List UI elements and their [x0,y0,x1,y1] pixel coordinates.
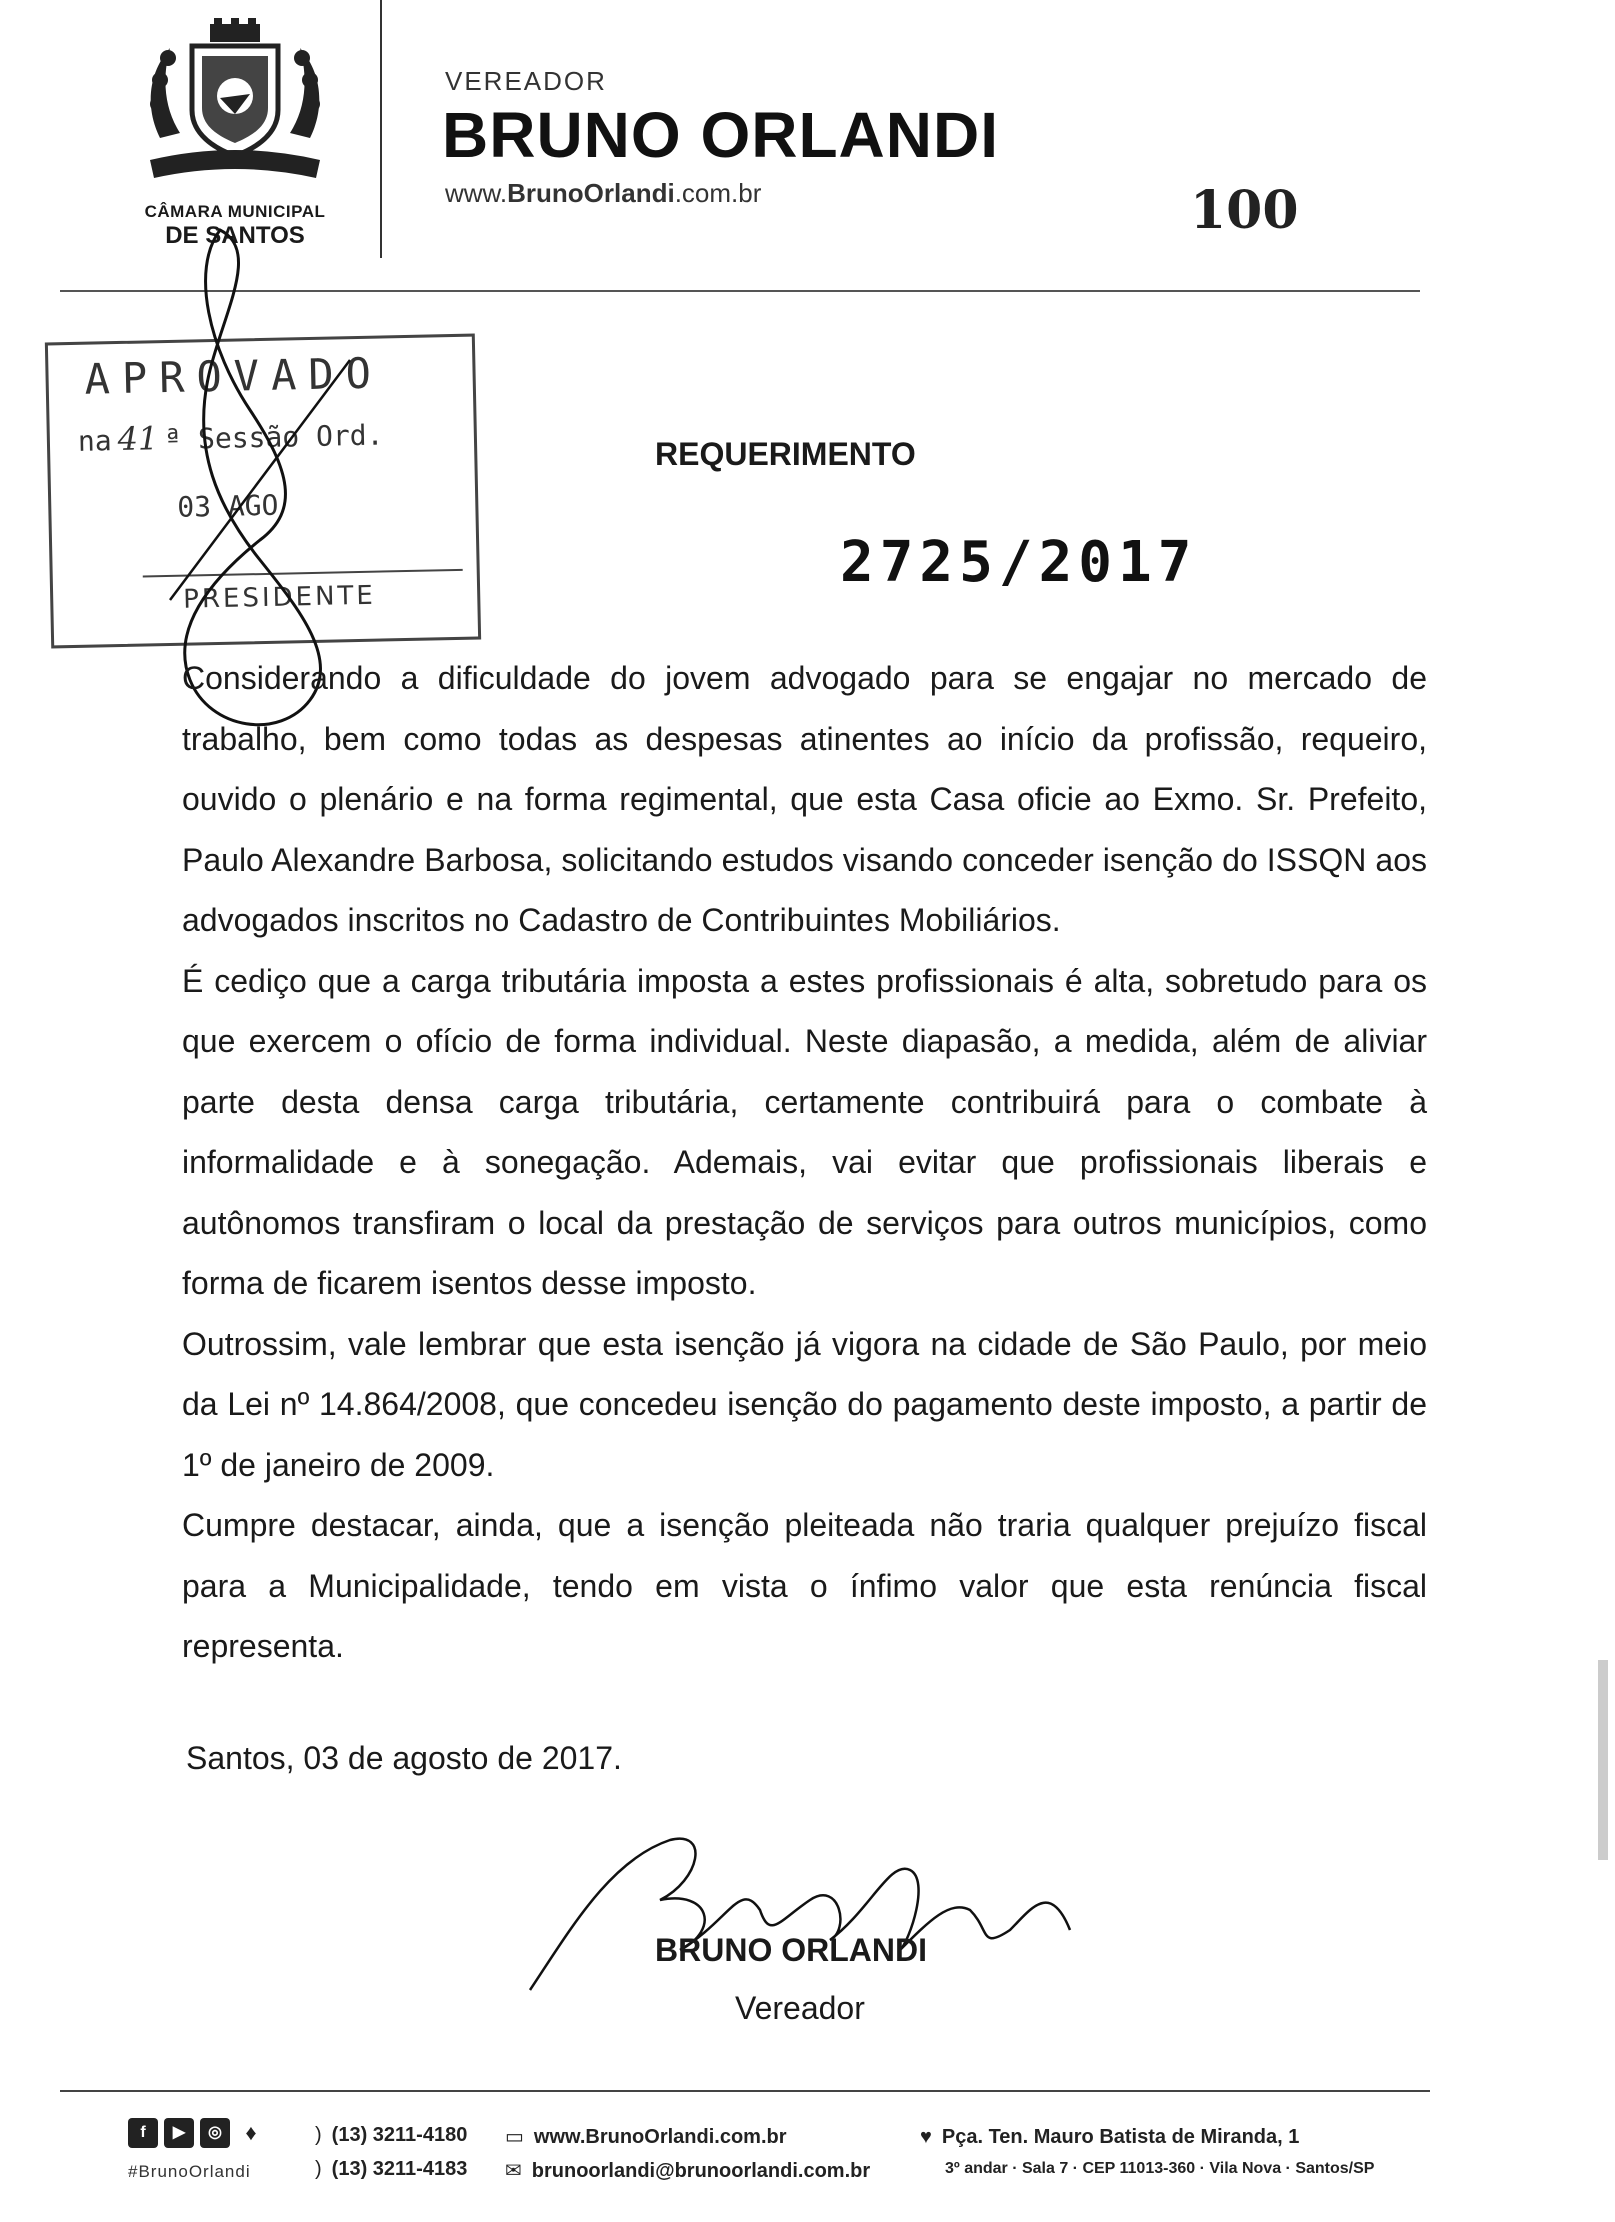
website-suffix: .com.br [674,178,762,208]
social-icons [128,2118,272,2148]
footer-address-2: 3º andar · Sala 7 · CEP 11013-360 · Vila Nova · Santos/SP [945,2160,1375,2177]
footer-phone-1 [315,2124,467,2147]
request-number: 2725/2017 [840,530,1198,595]
chamber-crest-logo [140,18,330,186]
twitter-icon: ♦ [245,2120,257,2145]
page-number: 100 [1190,180,1299,241]
document-body [182,648,1427,1677]
body-paragraph: Considerando a dificuldade do jovem advogado para se engajar no mercado de trabalho, bem como todas as despesas atinentes ao início da profissão, requeiro, ouvido o plenário e na forma regimental, que esta Casa oficie ao Exmo. Sr. Prefeito, Paulo Alexandre Barbosa, solicitando estudos visando conceder isenção do ISSQN aos advogados inscritos no Cadastro de Contribuintes Mobiliários. [182,660,1427,938]
stamp-session-number: 41 [117,419,159,459]
footer-rule [60,2090,1430,2092]
mail-icon: ✉ [505,2160,522,2182]
footer-hashtag: #BrunoOrlandi [128,2162,251,2181]
header-website [445,178,761,209]
document-title: REQUERIMENTO [655,436,916,472]
stamp-session-prefix: na [77,424,112,458]
stamp-session-suffix: ª Sessão Ord. [163,418,384,457]
phone-icon: ) [315,2124,322,2146]
scan-edge-mark [1598,1660,1608,1860]
footer-phone-2 [315,2158,467,2181]
body-paragraph: Cumpre destacar, ainda, que a isenção pleiteada não traria qualquer prejuízo fiscal para a Municipalidade, tendo em vista o ínfimo valor que esta renúncia fiscal representa. [182,1507,1427,1664]
computer-icon: ▭ [505,2126,524,2148]
facebook-icon: f [128,2118,158,2148]
chamber-name-line1: CÂMARA MUNICIPAL [144,202,326,221]
footer-website-text: www.BrunoOrlandi.com.br [533,2126,787,2148]
location-pin-icon: ♥ [920,2126,932,2148]
stamp-signer: PRESIDENTE [182,580,377,615]
author-name: BRUNO ORLANDI [442,99,999,171]
phone-2-text: (13) 3211-4183 [331,2158,468,2180]
phone-1-text: (13) 3211-4180 [331,2124,468,2146]
body-paragraph: É cediço que a carga tributária imposta a estes profissionais é alta, sobretudo para os que exercem o ofício de forma individual. Neste diapasão, a medida, além de aliviar parte desta densa carga tributária, certamente contribuirá para o combate à informalidade e à sonegação. Ademais, vai evitar que profissionais liberais e autônomos transfiram o local da prestação de serviços para outros municípios, como forma de ficarem isentos desse imposto. [182,962,1427,1301]
website-prefix: www. [445,178,508,208]
stamp-title: APROVADO [84,348,384,404]
footer-address-1 [920,2126,1299,2149]
stamp-date: 03 AGO [176,488,279,524]
dateline: Santos, 03 de agosto de 2017. [186,1740,622,1776]
signer-role: Vereador [735,1990,865,2026]
body-paragraph: Outrossim, vale lembrar que esta isenção já vigora na cidade de São Paulo, por meio da Lei nº 14.864/2008, que concedeu isenção do pagamento deste imposto, a partir de 1º de janeiro de 2009. [182,1325,1427,1483]
handwritten-signature [510,1820,1110,2000]
footer-email-text: brunoorlandi@brunoorlandi.com.br [531,2160,871,2182]
website-brand: BrunoOrlandi [507,178,675,208]
author-role: VEREADOR [445,66,607,96]
footer-address-1-text: Pça. Ten. Mauro Batista de Miranda, 1 [941,2126,1300,2148]
signer-name: BRUNO ORLANDI [655,1932,927,1968]
youtube-icon: ▶ [164,2118,194,2148]
footer-website [505,2124,787,2149]
footer-email [505,2158,870,2183]
phone-icon: ) [315,2158,322,2180]
instagram-icon: ◎ [200,2118,230,2148]
chamber-name-line2: DE SANTOS [165,222,305,249]
